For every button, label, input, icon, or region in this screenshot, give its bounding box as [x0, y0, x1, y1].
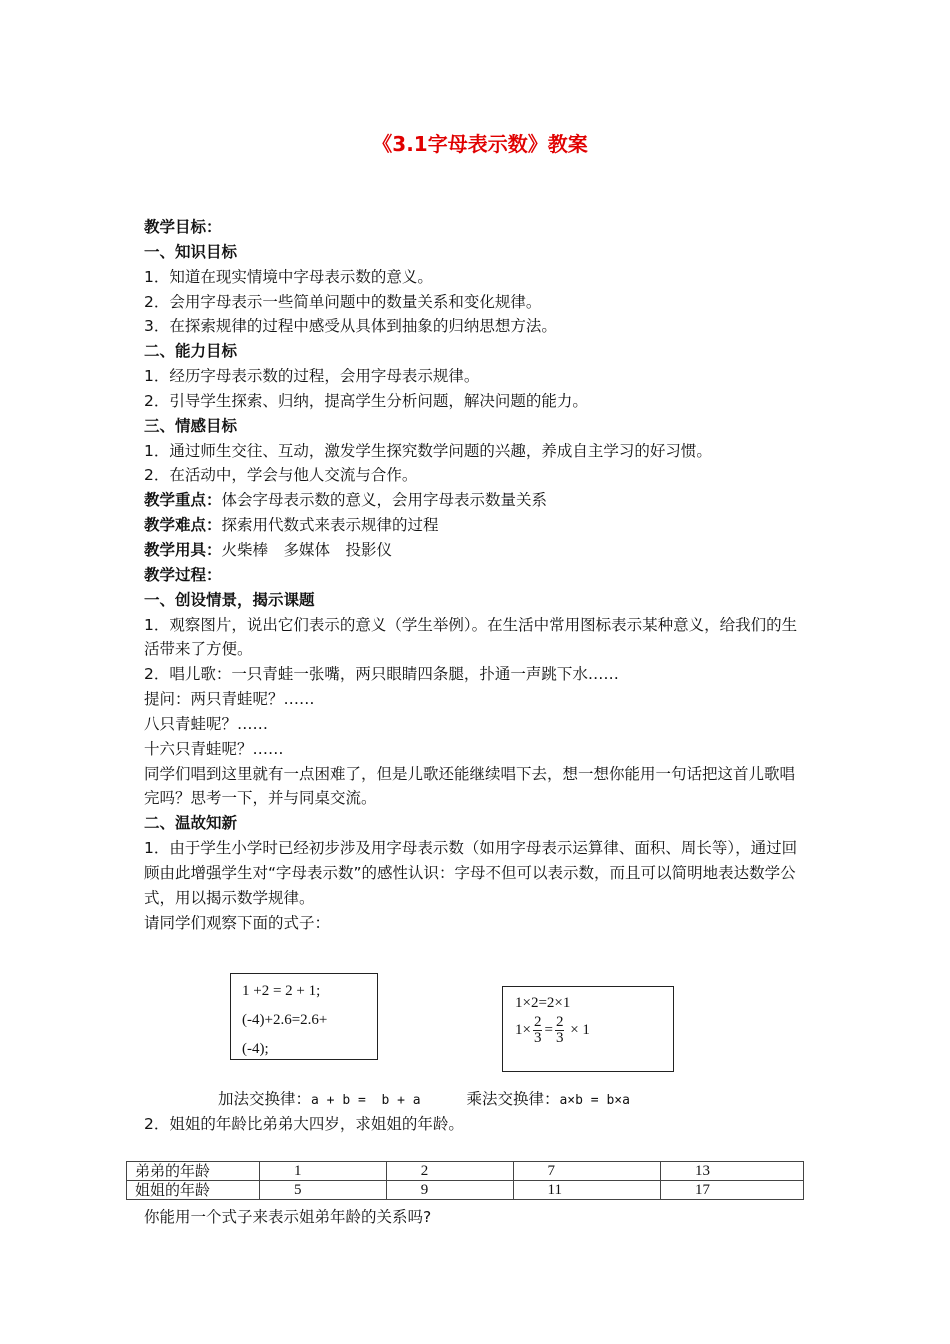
numerator: 2 [555, 1014, 564, 1030]
formula-line: 1 +2 = 2 + 1; [242, 983, 321, 999]
text-line: 请同学们观察下面的式子： [144, 913, 331, 932]
text-line: 1．通过师生交往、互动，激发学生探究数学问题的兴趣，养成自主学习的好习惯。 [144, 441, 712, 460]
text-line: 2．会用字母表示一些简单问题中的数量关系和变化规律。 [144, 292, 542, 311]
text-line: 1．由于学生小学时已经初步涉及用字母表示数（如用字母表示运算律、面积、周长等），通过回顾由此增强学生对“字母表示数”的感性认识：字母不但可以表示数，而且可以简明地表达数学公式，用以揭示数学规律。 [144, 839, 798, 907]
multiplication-law-formula: a×b = b×a [559, 1093, 630, 1108]
formula-line: (-4); [242, 1041, 269, 1057]
field-label: 教学用具： [144, 540, 222, 559]
table-cell: 5 [260, 1181, 387, 1200]
text-line: 十六只青蛙呢？…… [144, 739, 284, 758]
field-value: 火柴棒 多媒体 投影仪 [221, 540, 393, 559]
text-line [144, 513, 808, 538]
denominator: 3 [533, 1030, 542, 1046]
field-value: 探索用代数式来表示规律的过程 [221, 516, 439, 535]
table-cell: 9 [386, 1181, 513, 1200]
fraction [533, 1015, 543, 1046]
age-table [126, 1161, 804, 1200]
section-heading: 二、能力目标 [144, 342, 238, 361]
section-heading: 一、创设情景，揭示课题 [144, 590, 315, 609]
text-line [144, 488, 808, 513]
table-cell: 1 [260, 1162, 387, 1181]
question-2: 2．姐姐的年龄比弟弟大四岁，求姐姐的年龄。 [144, 1115, 464, 1133]
field-value: 体会字母表示数的意义，会用字母表示数量关系 [221, 491, 548, 510]
numerator: 2 [533, 1014, 542, 1030]
formula-line: (-4)+2.6=2.6+ [242, 1012, 328, 1028]
row-label: 姐姐的年龄 [127, 1181, 260, 1200]
table-row [127, 1162, 804, 1181]
formula-line [515, 1015, 661, 1046]
section-heading: 三、情感目标 [144, 416, 238, 435]
addition-examples-box [230, 973, 378, 1060]
commutative-laws [218, 1087, 630, 1109]
table-cell: 11 [513, 1181, 661, 1200]
text-line: 2．引导学生探索、归纳，提高学生分析问题，解决问题的能力。 [144, 391, 588, 410]
table-cell: 17 [661, 1181, 804, 1200]
text-line: 1．知道在现实情境中字母表示数的意义。 [144, 267, 433, 286]
row-label: 弟弟的年龄 [127, 1162, 260, 1181]
text-line: 1．经历字母表示数的过程，会用字母表示规律。 [144, 367, 480, 386]
denominator: 3 [555, 1030, 564, 1046]
text-line: 八只青蛙呢？…… [144, 714, 269, 733]
field-label: 教学重点： [144, 491, 222, 510]
text-line: 2．在活动中，学会与他人交流与合作。 [144, 466, 418, 485]
multiplication-law-label: 乘法交换律： [466, 1090, 560, 1108]
table-row [127, 1181, 804, 1200]
table-cell: 2 [386, 1162, 513, 1181]
section-heading: 二、温故知新 [144, 814, 238, 833]
table-cell: 7 [513, 1162, 661, 1181]
text-line: 同学们唱到这里就有一点困难了，但是儿歌还能继续唱下去，想一想你能用一句话把这首儿歌唱完吗？思考一下，并与同桌交流。 [144, 764, 796, 808]
field-label: 教学难点： [144, 516, 222, 535]
document-body [144, 215, 808, 935]
formula-part: 1× [515, 1021, 531, 1038]
addition-law-label: 加法交换律： [218, 1090, 312, 1108]
formula-part: × 1 [570, 1021, 590, 1038]
formula-line: 1×2=2×1 [515, 995, 571, 1011]
text-line: 提问：两只青蛙呢？…… [144, 690, 315, 709]
fraction [555, 1015, 565, 1046]
addition-law-formula: a + b = b + a [311, 1093, 421, 1108]
text-line: 2．唱儿歌：一只青蛙一张嘴，两只眼睛四条腿，扑通一声跳下水…… [144, 665, 619, 684]
text-line [144, 538, 808, 563]
table-cell: 13 [661, 1162, 804, 1181]
section-heading: 教学目标： [144, 218, 222, 236]
text-line: 1．观察图片，说出它们表示的意义（学生举例）。在生活中常用图标表示某种意义，给我们的生活带来了方便。 [144, 615, 798, 659]
multiplication-examples-box [502, 986, 674, 1072]
question-3: 你能用一个式子来表示姐弟年龄的关系吗? [144, 1208, 432, 1226]
formula-part: = [544, 1021, 553, 1038]
section-heading: 一、知识目标 [144, 242, 238, 261]
section-heading: 教学过程： [144, 565, 222, 584]
document-title: 《3.1字母表示数》教案 [372, 132, 588, 156]
text-line: 3．在探索规律的过程中感受从具体到抽象的归纳思想方法。 [144, 317, 557, 336]
